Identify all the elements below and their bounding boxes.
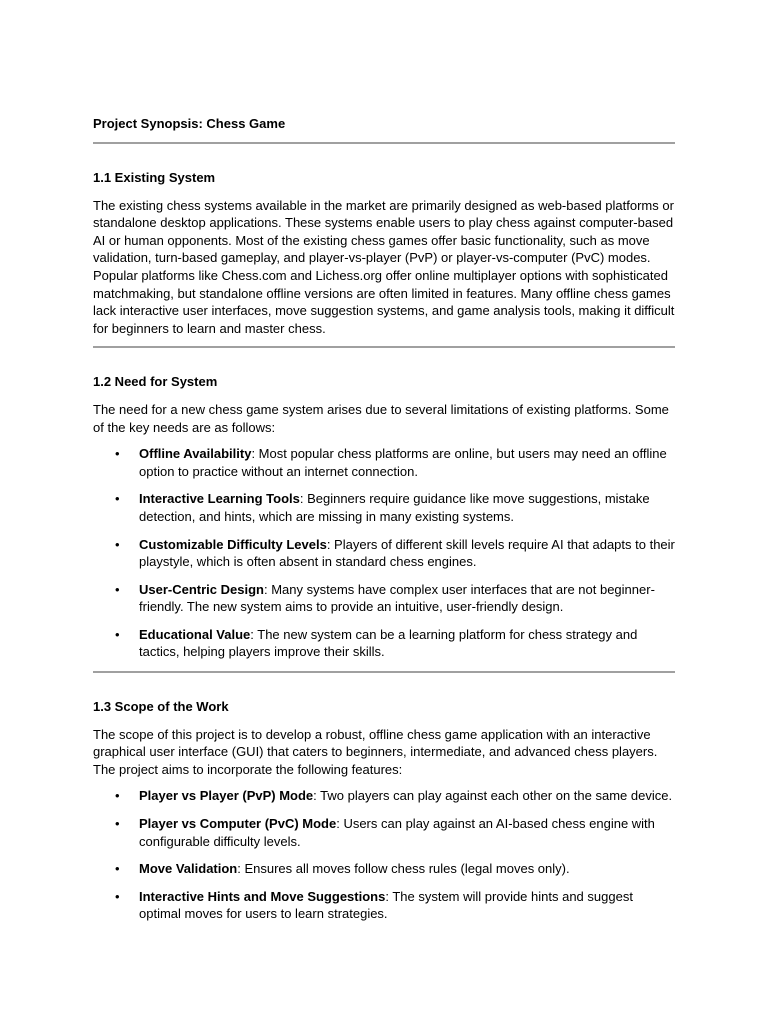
bullet-icon: • bbox=[115, 446, 120, 462]
section-paragraph-scope-of-work: The scope of this project is to develop a robust, offline chess game application with an interactive graphical user interface (GUI) that caters to beginners, intermediate, and advanced chess players. The project aims to incorporate the following features: bbox=[93, 726, 658, 777]
bullet-icon: • bbox=[115, 861, 120, 877]
list-item-term: Offline Availability bbox=[139, 446, 252, 462]
list-item bbox=[93, 888, 675, 923]
list-item bbox=[93, 490, 675, 525]
list-item bbox=[93, 581, 675, 616]
list-item-term: Customizable Difficulty Levels bbox=[139, 536, 327, 552]
section-paragraph-need-for-system: The need for a new chess game system arises due to several limitations of existing platforms. Some of the key needs are as follows: bbox=[93, 401, 669, 435]
list-item-text: : Most popular chess platforms are online, but users may need an offline option to practice without an internet connection. bbox=[139, 446, 667, 479]
list-item bbox=[93, 787, 675, 805]
list-item-text: : Two players can play against each other on the same device. bbox=[313, 788, 673, 804]
section-heading-need-for-system: 1.2 Need for System bbox=[93, 374, 218, 390]
list-item-term: Interactive Learning Tools bbox=[139, 491, 300, 507]
document-title: Project Synopsis: Chess Game bbox=[93, 116, 286, 131]
list-item-term: Move Validation bbox=[139, 861, 238, 877]
list-item-term: User-Centric Design bbox=[139, 581, 264, 597]
list-item bbox=[93, 445, 675, 480]
list-item-text: : Users can play against an AI-based chess engine with configurable difficulty levels. bbox=[139, 816, 655, 849]
list-item-term: Educational Value bbox=[139, 626, 251, 642]
list-item-text: : The new system can be a learning platform for chess strategy and tactics, helping players improve their skills. bbox=[139, 626, 638, 660]
list-item-text: : Players of different skill levels require AI that adapts to their playstyle, which is often absent in standard chess engines. bbox=[139, 536, 675, 570]
list-item-term: Interactive Hints and Move Suggestions bbox=[139, 888, 386, 904]
list-item-text: : Ensures all moves follow chess rules (legal moves only). bbox=[237, 861, 570, 877]
bullet-icon: • bbox=[115, 581, 120, 597]
need-list bbox=[93, 445, 675, 661]
bullet-icon: • bbox=[115, 816, 120, 832]
scope-list bbox=[93, 787, 675, 923]
list-item-text: : Beginners require guidance like move suggestions, mistake detection, and hints, which are missing in many existing systems. bbox=[139, 491, 650, 524]
bullet-icon: • bbox=[115, 536, 120, 552]
list-item-term: Player vs Player (PvP) Mode bbox=[139, 788, 314, 804]
bullet-icon: • bbox=[115, 626, 120, 642]
bullet-icon: • bbox=[115, 788, 120, 804]
list-item-term: Player vs Computer (PvC) Mode bbox=[139, 816, 337, 832]
list-item-text: : Many systems have complex user interfaces that are not beginner-friendly. The new system aims to provide an intuitive, user-friendly design. bbox=[139, 581, 655, 615]
list-item bbox=[93, 860, 675, 878]
section-heading-scope-of-work: 1.3 Scope of the Work bbox=[93, 699, 229, 715]
list-item-text: : The system will provide hints and suggest optimal moves for users to learn strategies. bbox=[139, 888, 633, 922]
section-paragraph-existing-system: The existing chess systems available in the market are primarily designed as web-based platforms or standalone desktop applications. These systems enable users to play chess against computer-based AI or human opponents. Most of the existing chess games offer basic functionality, such as move validation, turn-based gameplay, and player-vs-player (PvP) or player-vs-computer (PvC) modes. Popular platforms like Chess.com and Lichess.org offer online multiplayer options with sophisticated matchmaking, but standalone offline versions are often limited in features. Many offline chess games lack interactive user interfaces, move suggestion systems, and game analysis tools, making it difficult for beginners to learn and master chess. bbox=[93, 197, 675, 336]
bullet-icon: • bbox=[115, 888, 120, 904]
bullet-icon: • bbox=[115, 491, 120, 507]
list-item bbox=[93, 626, 675, 661]
list-item bbox=[93, 536, 675, 571]
section-heading-existing-system: 1.1 Existing System bbox=[93, 170, 216, 185]
list-item bbox=[93, 815, 675, 850]
